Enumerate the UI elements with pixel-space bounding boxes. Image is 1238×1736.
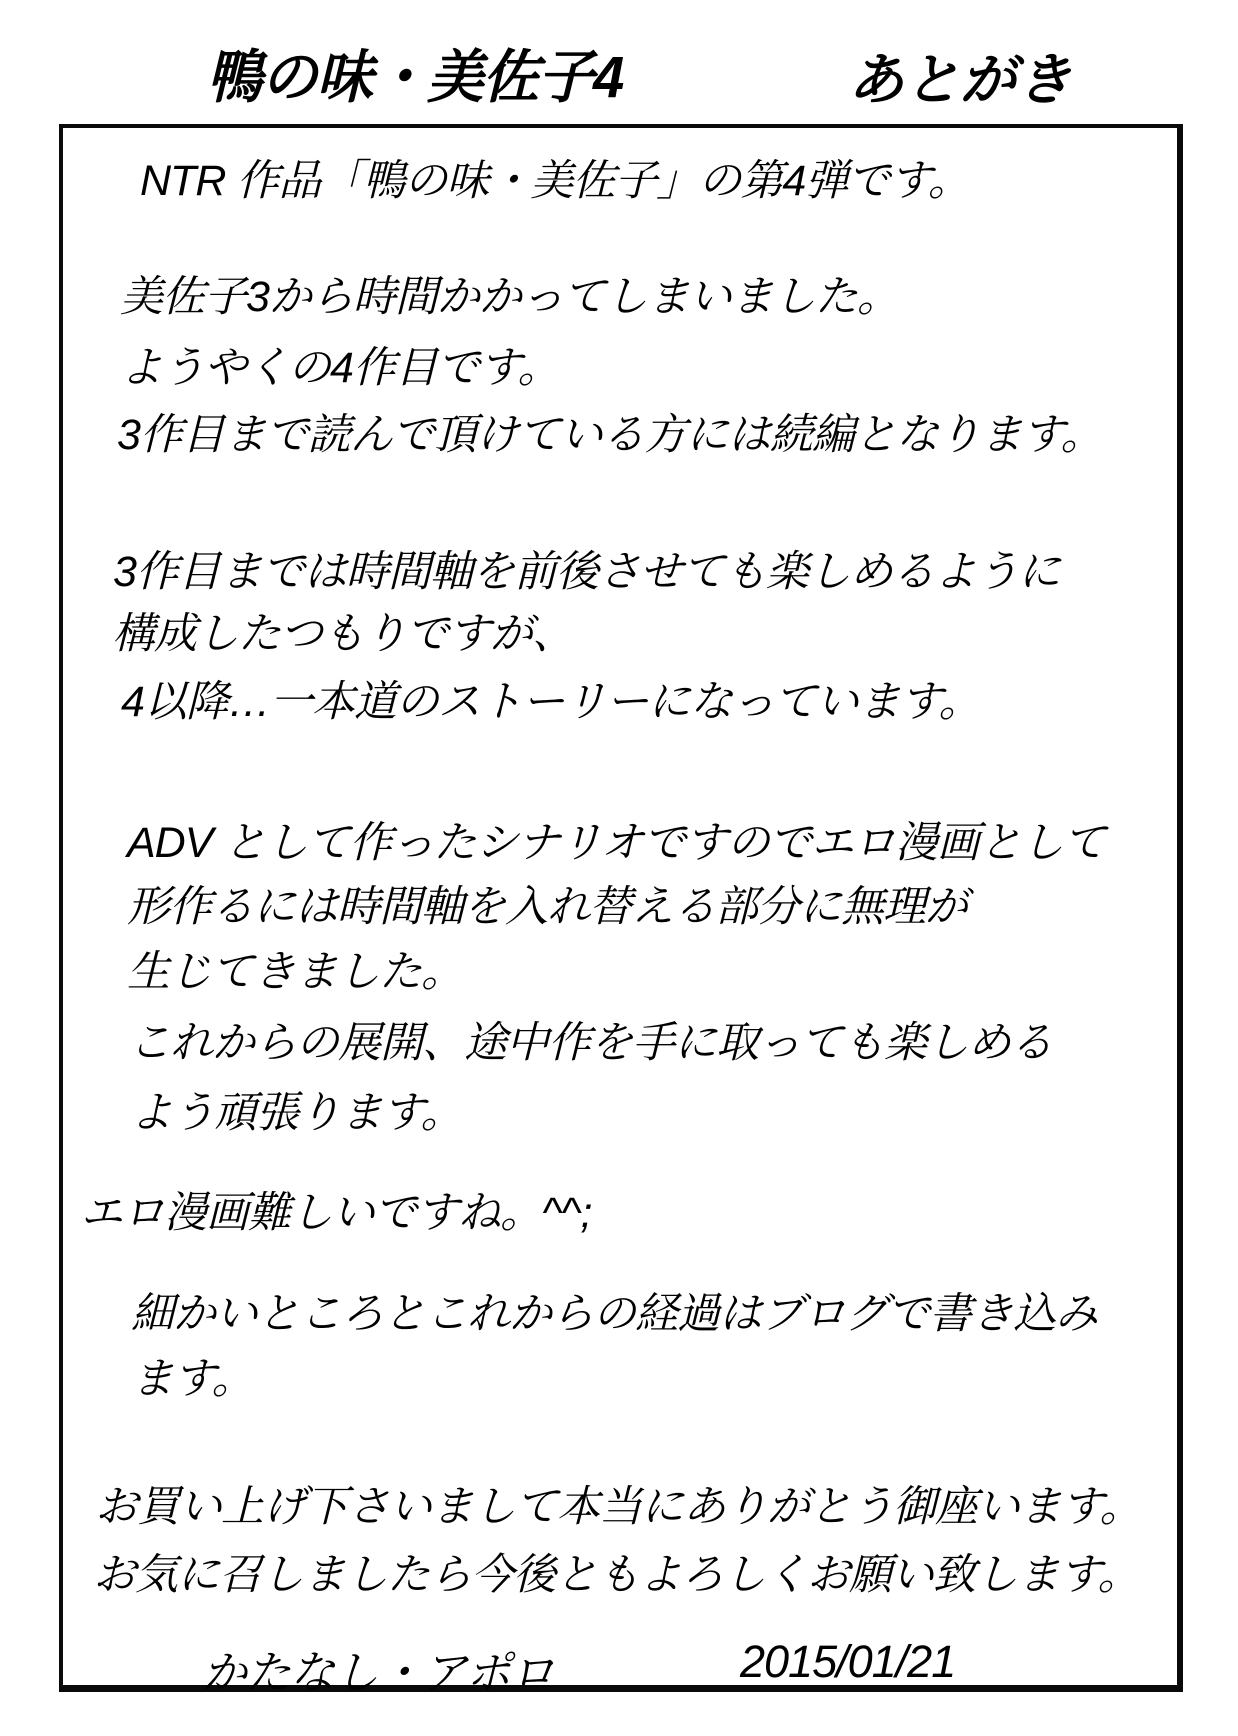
page-title-afterword: あとがき (848, 48, 1072, 111)
afterword-line: お買い上げ下さいまして本当にありがとう御座います。 (95, 1483, 1142, 1531)
afterword-line: これからの展開、途中作を手に取っても楽しめる (128, 1019, 1052, 1067)
afterword-line: ようやくの4作目です。 (120, 344, 560, 392)
afterword-line: NTR 作品「鴨の味・美佐子」の第4弾です。 (140, 157, 970, 205)
afterword-line: よう頑張ります。 (130, 1089, 463, 1137)
afterword-line: 構成したつもりですが、 (112, 610, 574, 658)
date-signature: 2015/01/21 (740, 1636, 956, 1687)
afterword-line: 3作目までは時間軸を前後させても楽しめるように (113, 548, 1060, 596)
afterword-line: 3作目まで読んで頂けている方には続編となります。 (117, 411, 1103, 459)
afterword-line: 4以降…一本道のストーリーになっています。 (121, 678, 981, 726)
afterword-line: ADV として作ったシナリオですのでエロ漫画として (127, 819, 1105, 867)
afterword-line: 形作るには時間軸を入れ替える部分に無理が (127, 883, 967, 931)
afterword-line: 生じてきました。 (127, 948, 463, 996)
afterword-line: 美佐子3から時間かかってしまいました。 (120, 273, 899, 321)
afterword-line: ます。 (131, 1355, 254, 1403)
afterword-line: 細かいところとこれからの経過はブログで書き込み (131, 1290, 1097, 1338)
page-title: 鴨の味・美佐子4 (206, 45, 624, 110)
author-signature: かたなし・アポロ (202, 1647, 555, 1698)
afterword-line: お気に召しましたら今後ともよろしくお願い致します。 (93, 1551, 1140, 1599)
afterword-line: エロ漫画難しいですね。^^; (80, 1189, 592, 1237)
